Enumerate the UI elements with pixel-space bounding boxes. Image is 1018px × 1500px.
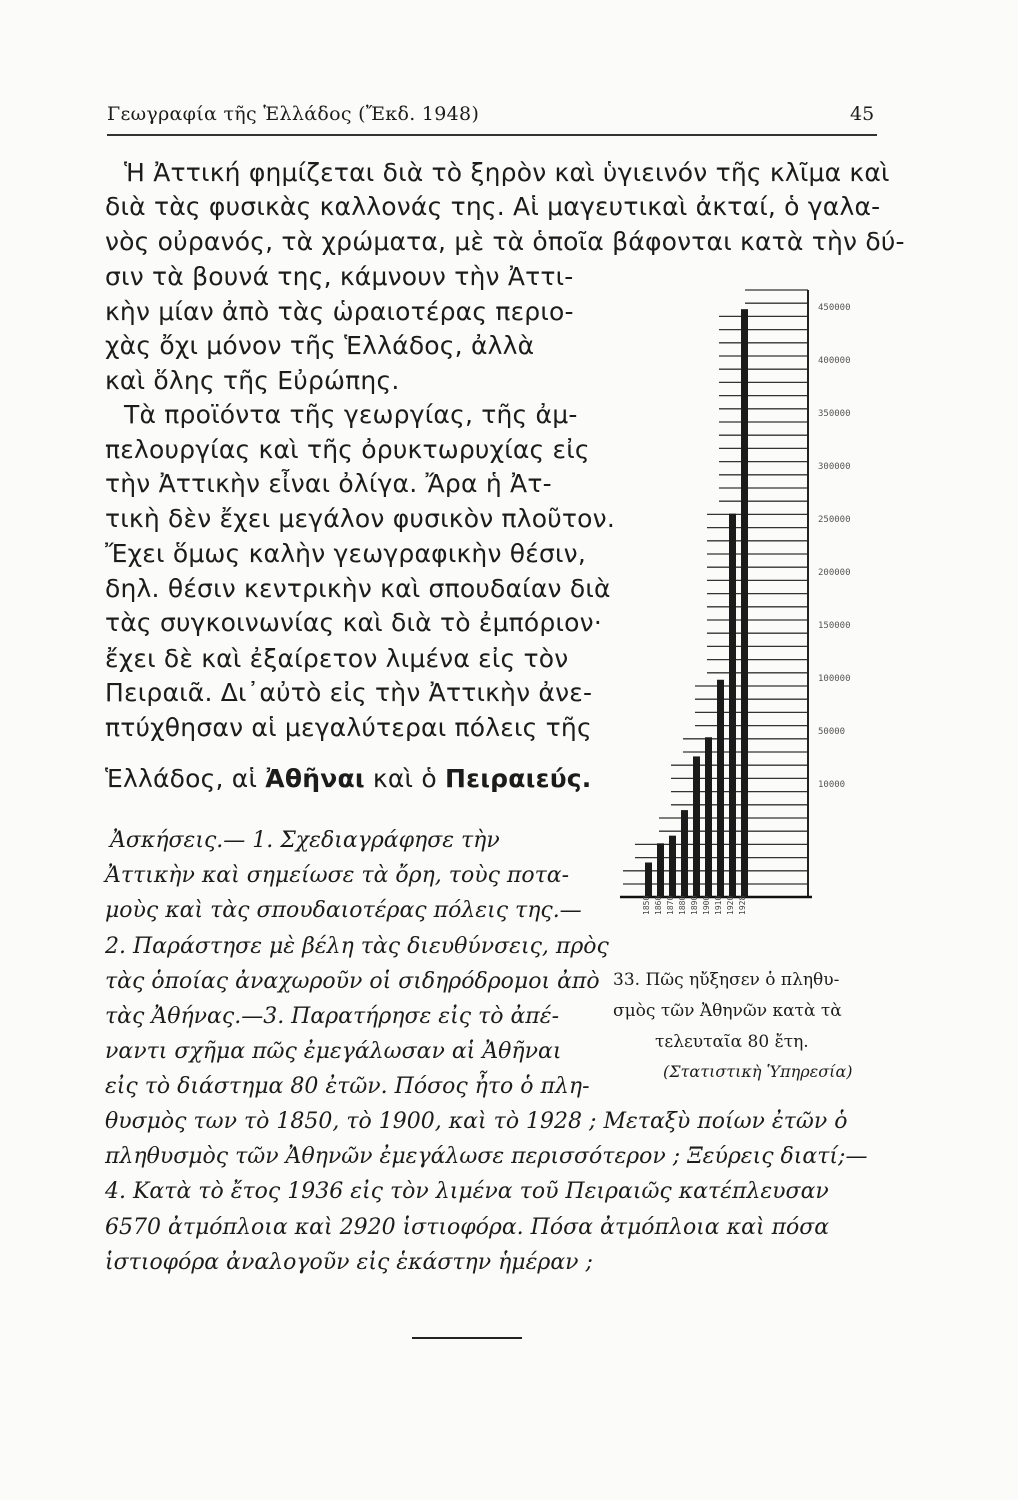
- body-line: πτύχθησαν αἱ μεγαλύτεραι πόλεις τῆς: [105, 713, 592, 742]
- body-line: τικὴ δὲν ἔχει μεγάλον φυσικὸν πλοῦτον.: [105, 504, 615, 533]
- caption-line-1: 33. Πῶς ηὔξησεν ὁ πληθυ-: [613, 970, 840, 990]
- year-label: 1910: [714, 895, 723, 915]
- bottom-rule: [412, 1337, 522, 1339]
- tick-label: 450000: [818, 303, 851, 313]
- tick-label: 10000: [818, 780, 846, 790]
- body-line: ἔχει δὲ καὶ ἐξαίρετον λιμένα εἰς τὸν: [105, 644, 569, 673]
- exercise-line: 2. Παράστησε μὲ βέλη τὰς διευθύνσεις, πρὸς: [105, 934, 609, 959]
- bar-1920: [729, 514, 736, 897]
- year-label: 1880: [678, 895, 687, 915]
- caption-line-2: σμὸς τῶν Ἀθηνῶν κατὰ τὰ: [613, 1001, 842, 1021]
- exercise-line: 6570 ἀτμόπλοια καὶ 2920 ἱστιοφόρα. Πόσα ἀτμόπλοια καὶ πόσα: [105, 1215, 830, 1240]
- body-line: σιν τὰ βουνά της, κάμνουν τὴν Ἀττι-: [105, 262, 574, 291]
- tick-label: 300000: [818, 462, 851, 472]
- bar-1900: [705, 737, 712, 897]
- exercise-line: τὰς ὁποίας ἀναχωροῦν οἱ σιδηρόδρομοι ἀπὸ: [105, 969, 600, 994]
- exercise-line: μοὺς καὶ τὰς σπουδαιοτέρας πόλεις της.—: [105, 898, 582, 923]
- body-line: τὰς συγκοινωνίας καὶ διὰ τὸ ἐμπόριον·: [105, 608, 602, 637]
- body-line: πελουργίας καὶ τῆς ὀρυκτωρυχίας εἰς: [105, 435, 590, 464]
- body-line: νὸς οὐρανός, τὰ χρώματα, μὲ τὰ ὁποῖα βάφονται κατὰ τὴν δύ-: [105, 227, 905, 256]
- body-line: κὴν μίαν ἀπὸ τὰς ὡραιοτέρας περιο-: [105, 297, 574, 326]
- piraeus-bold: Πειραιεύς.: [444, 764, 592, 793]
- header-rule: [107, 134, 877, 136]
- year-label: 1920: [726, 895, 735, 915]
- last-line-middle: καὶ ὁ: [364, 764, 445, 793]
- exercise-line: ἱστιοφόρα ἀναλογοῦν εἰς ἑκάστην ἡμέραν ;: [105, 1250, 593, 1275]
- bar-1880: [681, 810, 688, 897]
- body-line: Πειραιᾶ. Δι᾽αὐτὸ εἰς τὴν Ἀττικὴν ἀνε-: [105, 678, 593, 707]
- exercise-line: θυσμὸς των τὸ 1850, τὸ 1900, καὶ τὸ 1928 ; Μεταξὺ ποίων ἐτῶν ὁ: [105, 1109, 848, 1134]
- bar-1928: [741, 309, 748, 897]
- body-line-last: [105, 766, 592, 791]
- body-line: Ἡ Ἀττική φημίζεται διὰ τὸ ξηρὸν καὶ ὑγιεινόν τῆς κλῖμα καὶ: [124, 158, 890, 187]
- bar-1850: [645, 862, 652, 897]
- body-line: Ἔχει ὅμως καλὴν γεωγραφικὴν θέσιν,: [105, 539, 586, 568]
- body-line: τὴν Ἀττικὴν εἶναι ὀλίγα. Ἄρα ἡ Ἀτ-: [105, 469, 552, 498]
- page-number: 45: [850, 103, 875, 125]
- tick-label: 100000: [818, 674, 851, 684]
- bar-1890: [693, 756, 700, 897]
- exercise-line: Ἀσκήσεις.— 1. Σχεδιαγράφησε τὴν: [110, 828, 500, 853]
- year-label: 1850: [642, 895, 651, 915]
- year-label: 1900: [702, 895, 711, 915]
- exercise-line: Ἀττικὴν καὶ σημείωσε τὰ ὄρη, τοὺς ποτα-: [105, 863, 570, 888]
- exercise-line: εἰς τὸ διάστημα 80 ἐτῶν. Πόσος ἦτο ὁ πλη-: [105, 1074, 590, 1099]
- exercise-line: πληθυσμὸς τῶν Ἀθηνῶν ἐμεγάλωσε περισσότερον ; Ξεύρεις διατί;—: [105, 1144, 868, 1169]
- running-title: Γεωγραφία τῆς Ἑλλάδος (Ἔκδ. 1948): [107, 103, 480, 125]
- body-line: Τὰ προϊόντα τῆς γεωργίας, τῆς ἀμ-: [124, 400, 578, 429]
- body-line: διὰ τὰς φυσικὰς καλλονάς της. Αἱ μαγευτικαὶ ἀκταί, ὁ γαλα-: [105, 192, 881, 221]
- body-line: καὶ ὅλης τῆς Εὐρώπης.: [105, 366, 400, 395]
- athens-bold: Ἀθῆναι: [265, 764, 365, 793]
- exercise-line: 4. Κατὰ τὸ ἔτος 1936 εἰς τὸν λιμένα τοῦ Πειραιῶς κατέπλευσαν: [105, 1179, 829, 1204]
- bar-1910: [717, 680, 724, 897]
- tick-label: 250000: [818, 515, 851, 525]
- year-label: 1928: [738, 895, 747, 915]
- year-label: 1870: [666, 895, 675, 915]
- tick-label: 150000: [818, 621, 851, 631]
- bar-1870: [669, 836, 676, 897]
- last-line-prefix: Ἑλλάδος, αἱ: [105, 764, 266, 793]
- body-line: δηλ. θέσιν κεντρικὴν καὶ σπουδαίαν διὰ: [105, 574, 611, 603]
- tick-label: 350000: [818, 409, 851, 419]
- exercise-line: ναντι σχῆμα πῶς ἐμεγάλωσαν αἱ Ἀθῆναι: [105, 1039, 562, 1064]
- year-label: 1890: [690, 895, 699, 915]
- exercise-line: τὰς Ἀθήνας.—3. Παρατήρησε εἰς τὸ ἀπέ-: [105, 1004, 560, 1029]
- tick-label: 50000: [818, 727, 846, 737]
- body-line: χὰς ὄχι μόνον τῆς Ἑλλάδος, ἀλλὰ: [105, 331, 535, 360]
- year-label: 1860: [654, 895, 663, 915]
- population-chart: [610, 285, 890, 925]
- bar-1860: [657, 843, 664, 897]
- tick-label: 200000: [818, 568, 851, 578]
- caption-line-3: τελευταῖα 80 ἔτη.: [655, 1032, 809, 1052]
- tick-label: 400000: [818, 356, 851, 366]
- caption-source: (Στατιστικὴ Ὑπηρεσία): [663, 1062, 853, 1081]
